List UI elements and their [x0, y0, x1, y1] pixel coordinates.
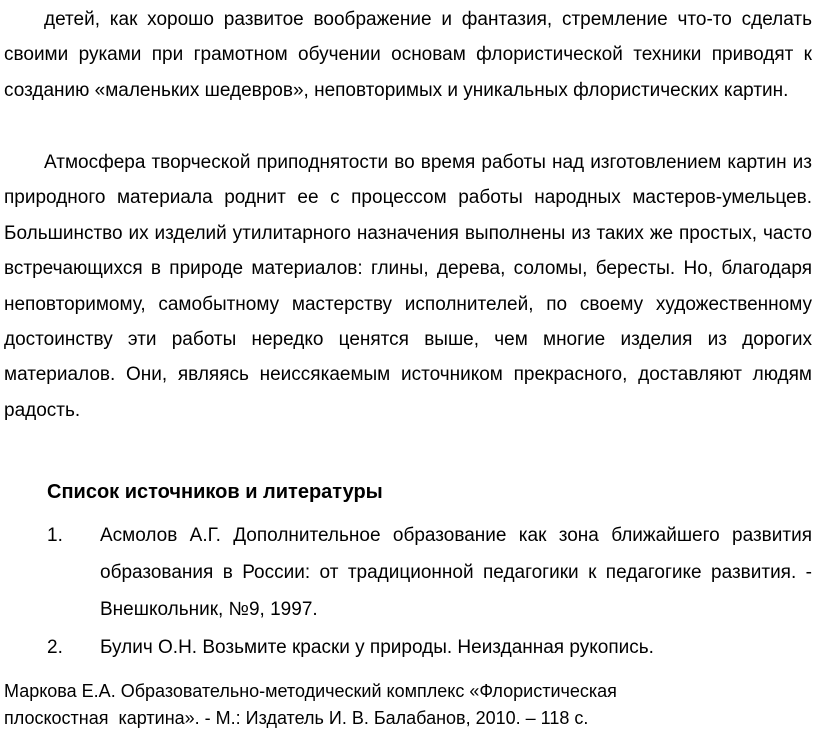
reference-item: [0, 517, 812, 628]
reference-number: 1.: [47, 525, 63, 546]
reference-unnumbered: [4, 678, 724, 732]
paragraph-continuation: детей, как хорошо развитое воображение и фантазия, стремление что-то сделать своими руками при грамотном обучении основам флористической техники приводят к созданию «маленьких шедевров», неповторимых и уникальных флористических картин.: [4, 9, 812, 101]
reference-text: Булич О.Н. Возьмите краски у природы. Неизданная рукопись.: [100, 637, 654, 658]
references-heading: Список источников и литературы: [47, 481, 383, 503]
paragraph-atmosphere: Атмосфера творческой приподнятости во время работы над изготовлением картин из природного материала роднит ее с процессом работы народных мастеров-умельцев. Большинство их изделий утилитарного назначения выполнены из таких же простых, часто встречающихся в природе материалов: глины, дерева, соломы, бересты. Но, благодаря неповторимому, самобытному мастерству исполнителей, по своему художественному достоинству эти работы нередко ценятся выше, чем многие изделия из дорогих материалов. Они, являясь неиссякаемым источником прекрасного, доставляют людям радость.: [4, 152, 812, 421]
reference-item: [0, 629, 812, 666]
references-list: [0, 517, 812, 666]
reference-unnumbered-line-1: Маркова Е.А. Образовательно-методический комплекс «Флористическая: [4, 681, 617, 701]
reference-number: 2.: [47, 637, 63, 658]
reference-unnumbered-line-2: плоскостная картина». - М.: Издатель И. В. Балабанов, 2010. – 118 с.: [4, 708, 589, 728]
reference-text: Асмолов А.Г. Дополнительное образование как зона ближайшего развития образования в России: от традиционной педагогики к педагогике развития. - Внешкольник, №9, 1997.: [100, 525, 812, 620]
